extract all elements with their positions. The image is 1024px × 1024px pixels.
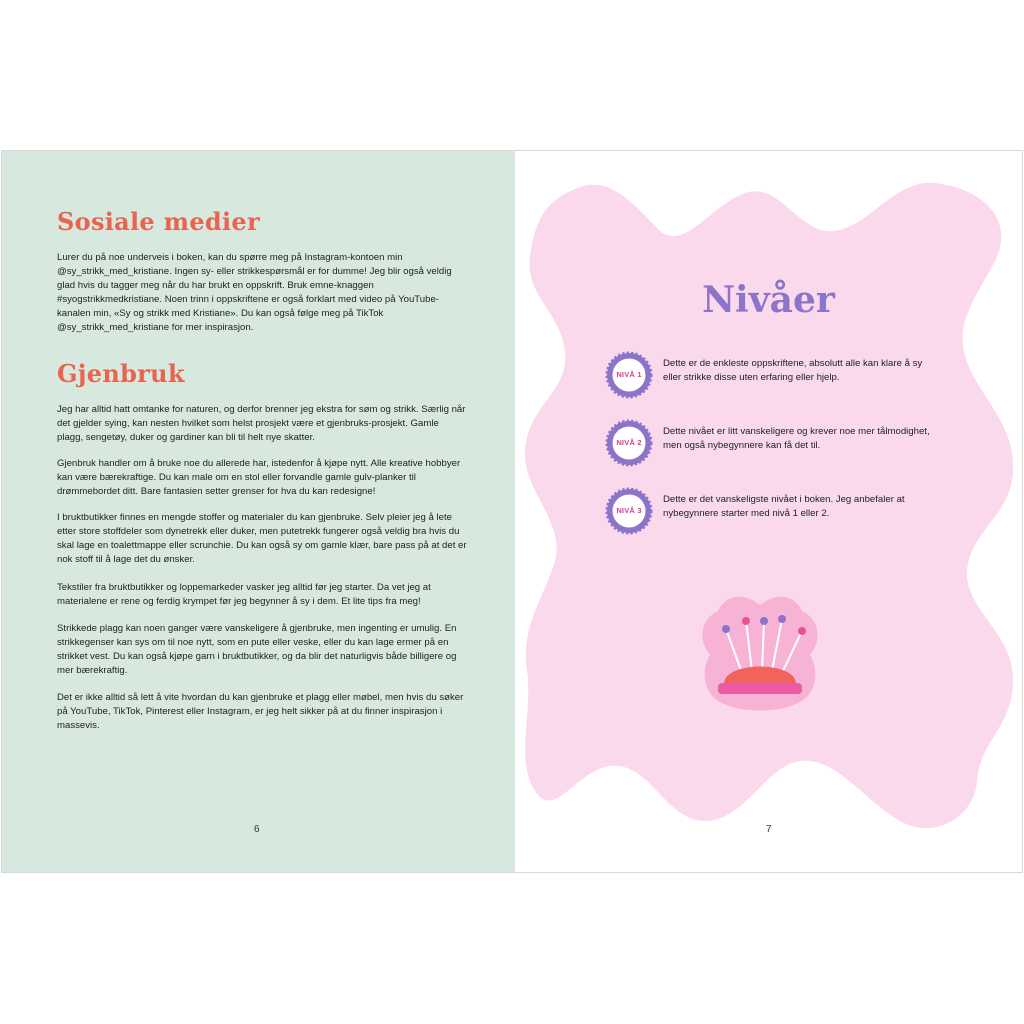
page-number-right: 7 <box>766 824 772 835</box>
level-2-item <box>605 419 935 475</box>
left-page <box>2 151 515 872</box>
heading-gjenbruk: Gjenbruk <box>57 359 185 388</box>
heading-nivaer: Nivåer <box>702 279 835 321</box>
page-number-left: 6 <box>254 824 260 835</box>
book-spread <box>1 150 1023 873</box>
level-3-description: Dette er det vanskeligste nivået i boken. Jeg anbefaler at nybegynnere starter med nivå 1 eller 2. <box>663 494 905 519</box>
paragraph-gjenbruk-3: I bruktbutikker finnes en mengde stoffer og materialer du kan gjenbruke. Selv pleier jeg å lete etter store stoffdeler som dynetrekk eller duker, men putetrekk fungerer også veldig bra hvis du skal lage en toalettmappe eller scrunchie. Du kan også sy om gamle klær, bare pass på at det er nok stoff til å lage det du ønsker. <box>57 512 467 565</box>
level-1-badge-label: NIVÅ 1 <box>616 370 642 379</box>
paragraph-gjenbruk-4: Tekstiler fra bruktbutikker og loppemarkeder vasker jeg alltid før jeg starter. Da vet jeg at materialene er rene og ferdig krympet før jeg begynner å sy i dem. Et lite tips fra meg! <box>57 582 431 607</box>
level-2-badge-label: NIVÅ 2 <box>616 438 642 447</box>
level-1-description: Dette er de enkleste oppskriftene, absolutt alle kan klare å sy eller strikke disse uten erfaring eller hjelp. <box>663 358 923 383</box>
pincushion-icon <box>698 591 822 713</box>
level-1-item <box>605 351 935 407</box>
paragraph-social-media: Lurer du på noe underveis i boken, kan du spørre meg på Instagram-kontoen min @sy_strikk_med_kristiane. Ingen sy- eller strikkespørsmål er for dumme! Jeg blir også veldig glad hvis du tagger meg når du har brukt en oppskrift. Bruk emne-knaggen #syogstrikkmedkristiane. Noen trinn i oppskriftene er også forklart med video på YouTube-kanalen min, «Sy og strikk med Kristiane». Du kan også følge meg på TikTok @sy_strikk_med_kristiane for mer inspirasjon. <box>57 252 452 333</box>
paragraph-gjenbruk-5: Strikkede plagg kan noen ganger være vanskeligere å gjenbruke, men ingenting er umulig. En strikkegenser kan sys om til noe nytt, som en pute eller veske, eller du kan lage ermer på en strikket vest. Du kan også kjøpe garn i bruktbutikker, og da blir det naturligvis både billigere og mer bærekraftig. <box>57 623 457 676</box>
level-2-description: Dette nivået er litt vanskeligere og krever noe mer tålmodighet, men også nybegynnere kan få det til. <box>663 426 930 451</box>
paragraph-gjenbruk-6: Det er ikke alltid så lett å vite hvordan du kan gjenbruke et plagg eller møbel, men hvis du søker på YouTube, TikTok, Pinterest eller Instagram, er jeg helt sikker på at du finner inspirasjon i massevis. <box>57 692 464 731</box>
paragraph-gjenbruk-2: Gjenbruk handler om å bruke noe du allerede har, istedenfor å kjøpe nytt. Alle kreative hobbyer kan være bærekraftige. Du kan male om en stol eller forvandle gamle gulv-planker til drømmebordet ditt. Bare fantasien setter grenser for hva du kan redesigne! <box>57 458 461 497</box>
heading-sosiale-medier: Sosiale medier <box>57 207 260 236</box>
level-3-badge-label: NIVÅ 3 <box>616 506 642 515</box>
level-3-item <box>605 487 935 543</box>
right-page <box>515 151 1022 872</box>
paragraph-gjenbruk-1: Jeg har alltid hatt omtanke for naturen, og derfor brenner jeg ekstra for søm og strikk. Særlig når det gjelder sying, kan nesten hvilket som helst prosjekt være et gjenbruks-prosjekt. Gamle plagg, sengetøy, duker og gardiner kan bli til helt nye skatter. <box>57 404 466 443</box>
